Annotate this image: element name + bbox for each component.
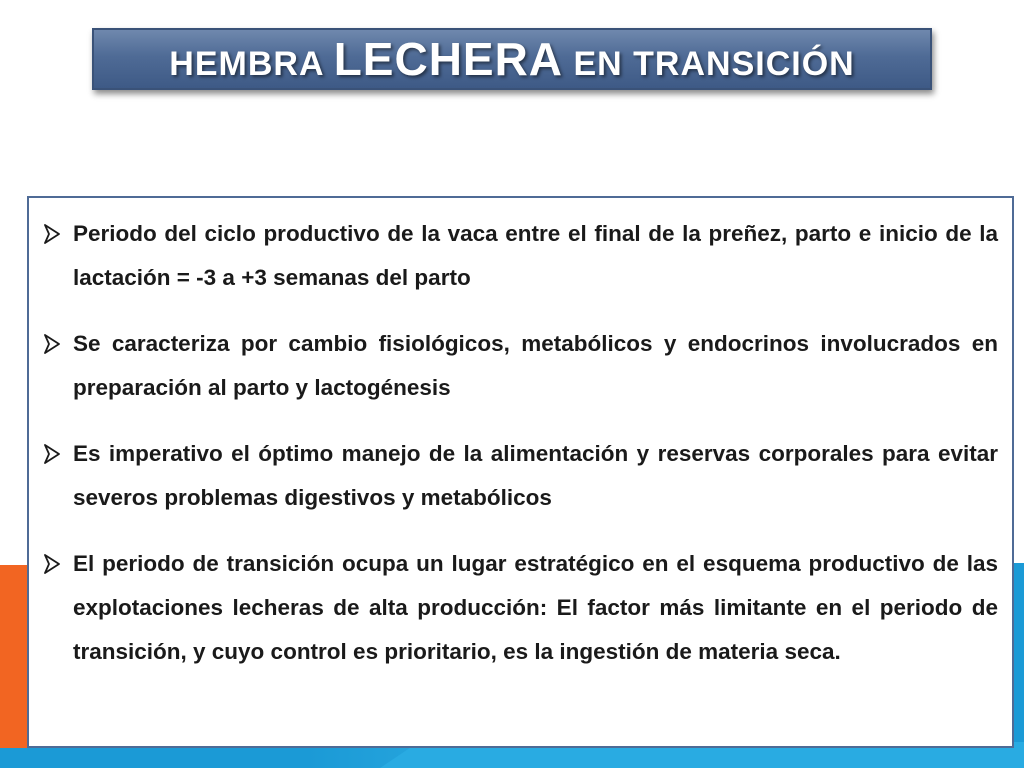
title-part-2: LECHERA (333, 33, 564, 85)
arrow-bullet-icon (43, 444, 61, 464)
bullet-text: Se caracteriza por cambio fisiológicos, metabólicos y endocrinos involucrados en preparación al parto y lactogénesis (73, 331, 998, 400)
arrow-bullet-icon (43, 224, 61, 244)
slide-title (169, 32, 854, 86)
arrow-bullet-icon (43, 334, 61, 354)
arrow-bullet-icon (43, 554, 61, 574)
bullet-item (29, 542, 1012, 674)
content-box (27, 196, 1014, 748)
bullet-text: Es imperativo el óptimo manejo de la alimentación y reservas corporales para evitar severos problemas digestivos y metabólicos (73, 441, 998, 510)
bullet-text: El periodo de transición ocupa un lugar estratégico en el esquema productivo de las explotaciones lecheras de alta producción: El factor más limitante en el periodo de transición, y cuyo control es prioritario, es la ingestión de materia seca. (73, 551, 998, 664)
title-part-3: EN TRANSICIÓN (563, 45, 855, 83)
title-banner (92, 28, 932, 90)
bullet-item (29, 322, 1012, 410)
bullet-list (29, 212, 1012, 674)
title-part-1: HEMBRA (169, 45, 334, 83)
bullet-item (29, 212, 1012, 300)
bullet-item (29, 432, 1012, 520)
bullet-text: Periodo del ciclo productivo de la vaca entre el final de la preñez, parto e inicio de la lactación = -3 a +3 semanas del parto (73, 221, 998, 290)
